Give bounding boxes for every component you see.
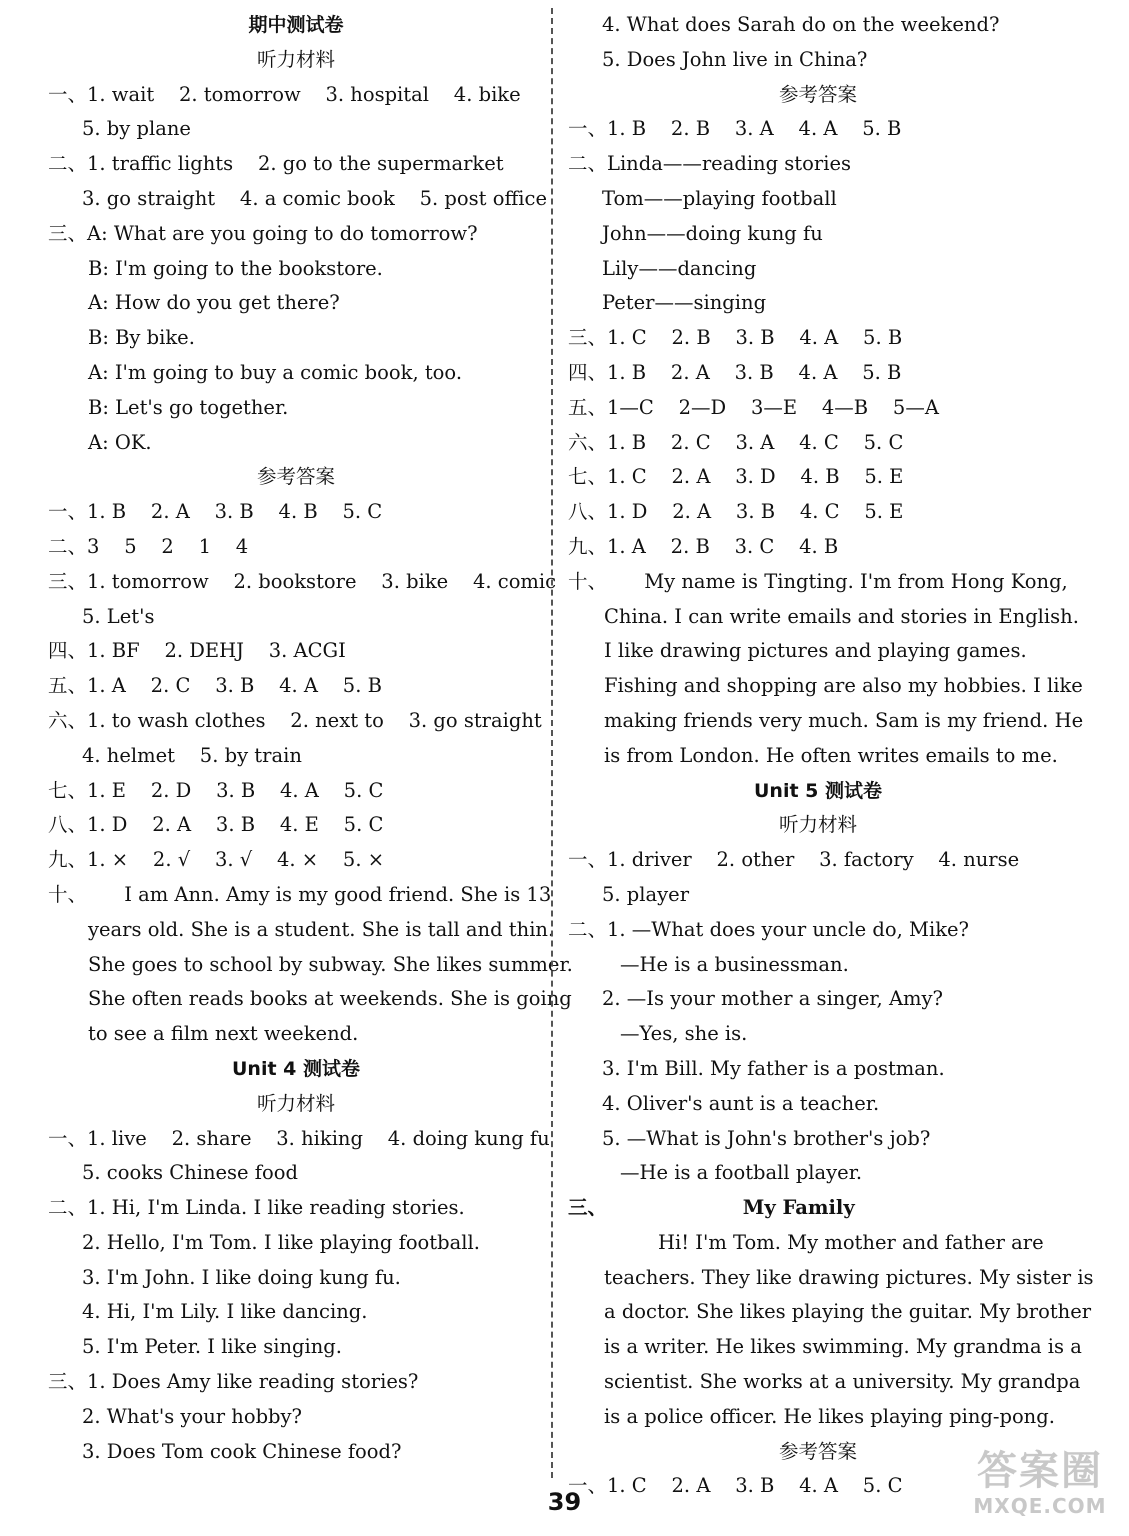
text-line: 三、1. C 2. B 3. B 4. A 5. B — [568, 326, 903, 350]
text-line: Fishing and shopping are also my hobbies. I like — [604, 674, 1083, 698]
text-line: 5. cooks Chinese food — [82, 1161, 298, 1185]
text-line: A: How do you get there? — [88, 291, 340, 315]
left-column — [48, 8, 573, 1469]
text-line: She goes to school by subway. She likes summer. — [88, 952, 573, 976]
section-heading: 期中测试卷 — [248, 14, 344, 36]
text-line: 一、1. driver 2. other 3. factory 4. nurse — [568, 848, 1020, 872]
text-line: 十、 I am Ann. Amy is my good friend. She is 13 — [48, 882, 552, 906]
text-line: to see a film next weekend. — [88, 1022, 359, 1046]
text-line: is from London. He often writes emails to me. — [604, 743, 1058, 767]
text-line: 九、1. A 2. B 3. C 4. B — [568, 534, 839, 558]
text-line: —He is a football player. — [620, 1161, 863, 1185]
text-line: 五、1—C 2—D 3—E 4—B 5—A — [568, 395, 939, 419]
text-line: teachers. They like drawing pictures. My sister is — [604, 1265, 1094, 1289]
text-line: 三、1. tomorrow 2. bookstore 3. bike 4. comic — [48, 569, 557, 593]
text-line: years old. She is a student. She is tall and thin. — [88, 917, 555, 941]
column-divider — [551, 8, 553, 1478]
text-line: B: By bike. — [88, 326, 195, 350]
text-line: is a writer. He likes swimming. My grandma is a — [604, 1335, 1082, 1359]
text-line: 5. Let's — [82, 604, 155, 628]
text-line: She often reads books at weekends. She is going — [88, 987, 572, 1011]
text-line: 2. Hello, I'm Tom. I like playing football. — [82, 1230, 480, 1254]
text-line: 九、1. × 2. √ 3. √ 4. × 5. × — [48, 848, 385, 872]
text-line: A: I'm going to buy a comic book, too. — [88, 360, 463, 384]
text-line: 四、1. BF 2. DEHJ 3. ACGI — [48, 639, 346, 663]
right-column — [568, 8, 1094, 1504]
text-line: is a police officer. He likes playing ping-pong. — [604, 1404, 1055, 1428]
text-line: 4. Oliver's aunt is a teacher. — [602, 1091, 880, 1115]
text-line: 七、1. E 2. D 3. B 4. A 5. C — [48, 778, 384, 802]
text-line: making friends very much. Sam is my friend. He — [604, 708, 1084, 732]
text-line: 二、1. traffic lights 2. go to the supermarket — [48, 152, 504, 176]
text-line: 一、1. C 2. A 3. B 4. A 5. C — [568, 1474, 903, 1498]
subsection-heading: 听力材料 — [256, 1091, 335, 1115]
text-line: 二、1. —What does your uncle do, Mike? — [568, 917, 970, 941]
text-line: 二、1. Hi, I'm Linda. I like reading stories. — [48, 1196, 465, 1220]
text-line: 三、1. Does Amy like reading stories? — [48, 1370, 419, 1394]
text-line: 八、1. D 2. A 3. B 4. C 5. E — [568, 500, 904, 524]
subsection-heading: 参考答案 — [778, 1439, 857, 1463]
text-line: 4. helmet 5. by train — [82, 743, 302, 767]
text-line: 二、3 5 2 1 4 — [48, 534, 249, 558]
subsection-heading: 参考答案 — [778, 82, 857, 106]
text-line: 3. I'm John. I like doing kung fu. — [82, 1265, 401, 1289]
text-line: 三、A: What are you going to do tomorrow? — [48, 221, 478, 245]
text-line: I like drawing pictures and playing games. — [604, 639, 1027, 663]
text-line: 3. Does Tom cook Chinese food? — [82, 1439, 402, 1463]
watermark-logo — [965, 1448, 1115, 1528]
text-line: 七、1. C 2. A 3. D 4. B 5. E — [568, 465, 904, 489]
text-line: 四、1. B 2. A 3. B 4. A 5. B — [568, 360, 902, 384]
text-line: Tom——playing football — [602, 186, 837, 210]
text-line: 六、1. B 2. C 3. A 4. C 5. C — [568, 430, 904, 454]
text-line: 八、1. D 2. A 3. B 4. E 5. C — [48, 813, 384, 837]
text-line: 3. go straight 4. a comic book 5. post office — [82, 186, 547, 210]
text-line: Lily——dancing — [602, 256, 757, 280]
text-line: 一、1. B 2. A 3. B 4. B 5. C — [48, 500, 383, 524]
section-heading: Unit 4 测试卷 — [232, 1057, 360, 1080]
text-line: B: Let's go together. — [88, 395, 289, 419]
text-line: 一、1. B 2. B 3. A 4. A 5. B — [568, 117, 902, 141]
text-line: scientist. She works at a university. My grandpa — [604, 1370, 1081, 1394]
page-number: 39 — [547, 1488, 582, 1516]
text-line: 5. Does John live in China? — [602, 47, 868, 71]
text-line: 5. player — [602, 882, 690, 906]
text-line: a doctor. She likes playing the guitar. My brother — [604, 1300, 1092, 1324]
section-line: 三、 My Family — [568, 1196, 855, 1220]
text-line: 2. —Is your mother a singer, Amy? — [602, 987, 944, 1011]
subsection-heading: 听力材料 — [256, 47, 335, 71]
text-line: 5. by plane — [82, 117, 191, 141]
text-line: 4. What does Sarah do on the weekend? — [602, 13, 1000, 36]
text-line: China. I can write emails and stories in English. — [604, 604, 1079, 628]
text-line: 一、1. live 2. share 3. hiking 4. doing kung fu — [48, 1126, 550, 1150]
text-line: 2. What's your hobby? — [82, 1404, 303, 1428]
text-line: —He is a businessman. — [620, 952, 849, 976]
text-line: John——doing kung fu — [602, 221, 823, 245]
subsection-heading: 参考答案 — [256, 465, 335, 489]
text-line: —Yes, she is. — [620, 1022, 748, 1046]
text-line: 4. Hi, I'm Lily. I like dancing. — [82, 1300, 368, 1324]
section-heading: Unit 5 测试卷 — [754, 779, 882, 802]
text-line: B: I'm going to the bookstore. — [88, 256, 383, 280]
text-line: 5. I'm Peter. I like singing. — [82, 1335, 342, 1359]
text-line: Peter——singing — [602, 291, 767, 315]
text-line: 十、 My name is Tingting. I'm from Hong Kong, — [568, 569, 1068, 593]
text-line: 二、Linda——reading stories — [568, 152, 851, 176]
text-line: 3. I'm Bill. My father is a postman. — [602, 1056, 945, 1080]
watermark-bottom-text: MXQE.COM — [973, 1494, 1107, 1518]
text-line: 5. —What is John's brother's job? — [602, 1126, 931, 1150]
text-line: 一、1. wait 2. tomorrow 3. hospital 4. bike — [48, 82, 521, 106]
text-line: Hi! I'm Tom. My mother and father are — [658, 1230, 1044, 1254]
text-line: 五、1. A 2. C 3. B 4. A 5. B — [48, 674, 382, 698]
subsection-heading: 听力材料 — [778, 813, 857, 837]
watermark-top-text: 答案圈 — [977, 1448, 1103, 1494]
text-line: 六、1. to wash clothes 2. next to 3. go straight — [48, 708, 542, 732]
text-line: A: OK. — [88, 430, 152, 454]
